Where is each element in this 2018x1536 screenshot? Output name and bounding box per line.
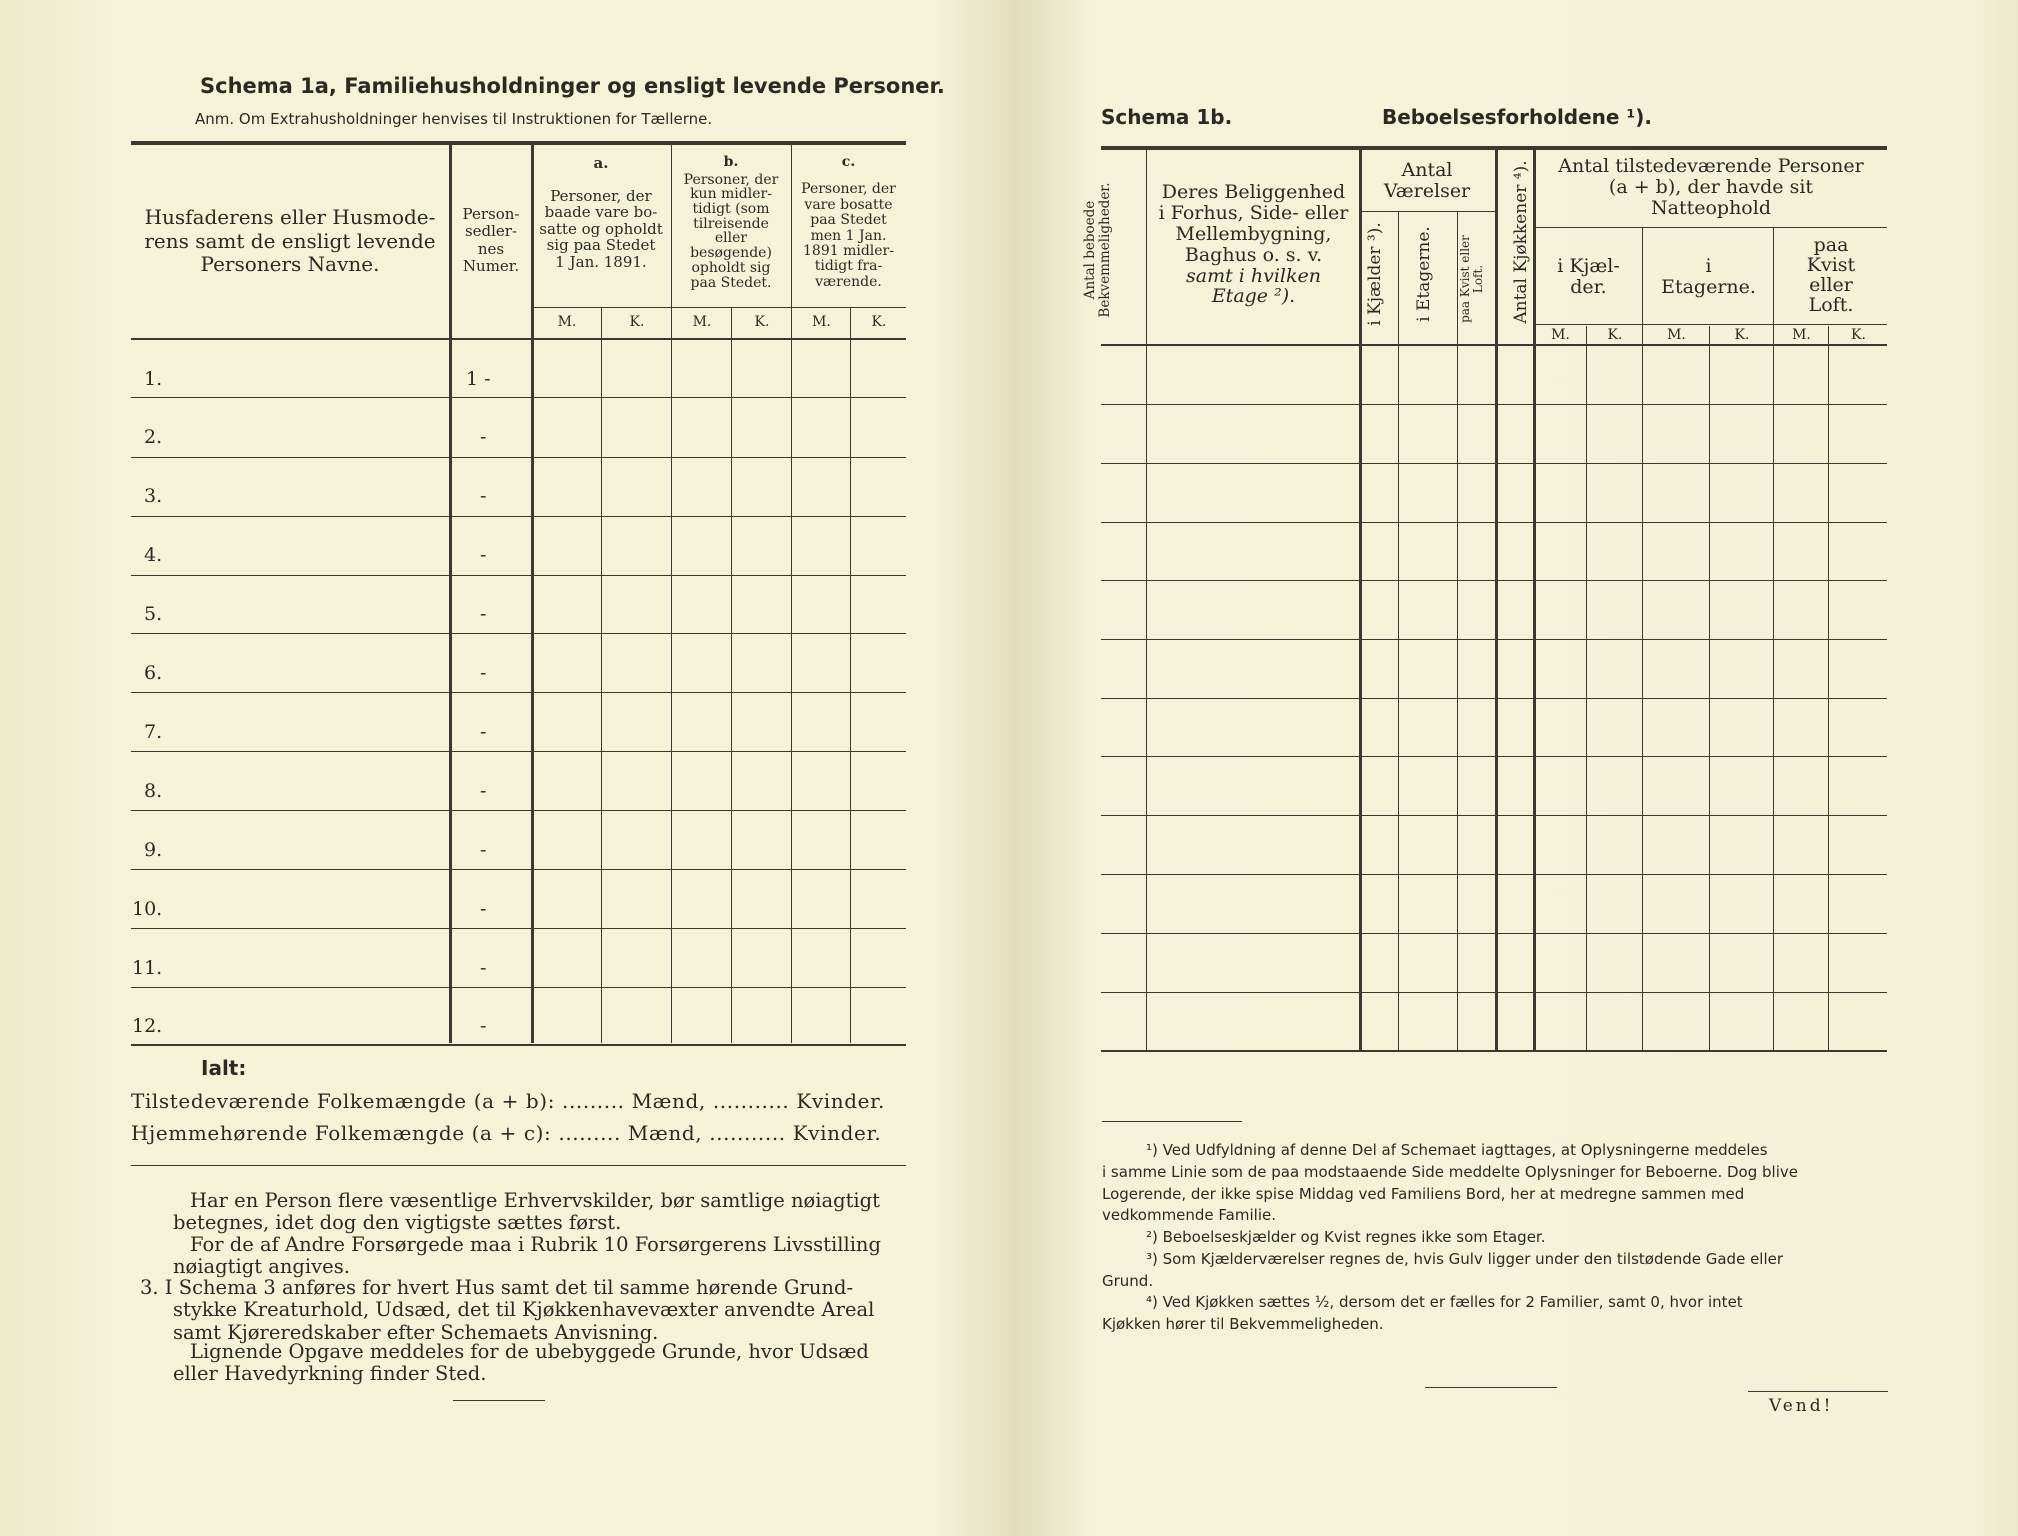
note-forsorgede: For de af Andre Forsørgede maa i Rubrik 10 Forsørgerens Livsstilling nøiagtigt angives. bbox=[173, 1233, 881, 1279]
row-number: 11. bbox=[132, 957, 163, 979]
person-number: - bbox=[480, 485, 487, 507]
person-number: - bbox=[480, 544, 487, 566]
a-k-label: K. bbox=[629, 314, 645, 330]
a-m-label: M. bbox=[557, 314, 577, 330]
person-number: - bbox=[480, 603, 487, 625]
row-number: 3. bbox=[144, 485, 163, 507]
p-kvist-k: K. bbox=[1851, 327, 1866, 343]
table-top-rule bbox=[131, 141, 906, 145]
b-m-label: M. bbox=[692, 314, 712, 330]
person-number: - bbox=[480, 721, 487, 743]
vaerelser-etagerne-header: i Etagerne. bbox=[1414, 226, 1434, 322]
tilstedevaerende-sum: Tilstedeværende Folkemængde (a + b): ......... Mænd, ........... Kvinder. bbox=[131, 1089, 886, 1113]
vaerelser-kvist-header: paa Kvist eller Loft. bbox=[1458, 235, 1486, 323]
row-number: 10. bbox=[132, 898, 163, 920]
row-number: 9. bbox=[144, 839, 163, 861]
vaerelser-kjaelder-header: i Kjælder ³). bbox=[1365, 222, 1385, 326]
person-number: 1 - bbox=[466, 368, 491, 390]
person-number: - bbox=[480, 957, 487, 979]
p-kjaelder-header: i Kjæl- der. bbox=[1557, 255, 1620, 298]
table-top-rule bbox=[1101, 146, 1887, 150]
p-kvist-m: M. bbox=[1792, 327, 1811, 343]
vend-label: Vend! bbox=[1769, 1396, 1834, 1416]
number-column-header: Person- sedler- nes Numer. bbox=[462, 205, 520, 275]
row-number: 7. bbox=[144, 721, 163, 743]
bekvemmeligheder-header: Antal beboede Bekvemmeligheder. bbox=[1082, 182, 1113, 318]
kjokkener-header: Antal Kjøkkener ⁴). bbox=[1511, 160, 1531, 324]
note-ubebyggede: Lignende Opgave meddeles for de ubebyggede Grunde, hvor Udsæd eller Havedyrkning finder Sted. bbox=[173, 1340, 869, 1386]
note-schema-3: 3. I Schema 3 anføres for hvert Hus samt det til samme hørende Grund- stykke Kreaturhold, Udsæd, det til Kjøkkenhavevæxter anvendte Areal samt Kjøreredskaber efter Schemaets Anvisning. bbox=[140, 1276, 875, 1344]
header-bottom-rule bbox=[131, 338, 906, 340]
p-etagerne-header: i Etagerne. bbox=[1661, 255, 1756, 298]
person-number: - bbox=[480, 839, 487, 861]
table-bottom-rule bbox=[131, 1044, 906, 1046]
person-number: - bbox=[480, 1015, 487, 1037]
footnotes: ¹) Ved Udfyldning af denne Del af Schemaet iagttages, at Oplysningerne meddeles i samme Linie som de paa modstaaende Side meddelte Oplysninger for Beboerne. Dog blive Logerende, der ikke spise Middag ved Familiens Bord, her at medregne sammen med vedkommende Familie. ²) Beboelseskjælder og Kvist regnes ikke som Etager. ³) Som Kjælderværelser regnes de, hvis Gulv ligger under den tilstødende Gade eller Grund. ⁴) Ved Kjøkken sættes ½, dersom det er fælles for 2 Familier, samt 0, hvor intet Kjøkken hører til Bekvemmeligheden. bbox=[1102, 1141, 1798, 1333]
row-number: 12. bbox=[132, 1015, 163, 1037]
sum-bottom-rule bbox=[131, 1165, 906, 1166]
person-number: - bbox=[480, 662, 487, 684]
schema-1b-label: Schema 1b. bbox=[1101, 105, 1233, 129]
column-b-header: b. Personer, der kun midler- tidigt (som tilreisende eller besøgende) opholdt sig paa Stedet. bbox=[683, 154, 779, 291]
person-number: - bbox=[480, 898, 487, 920]
anm-note: Anm. Om Extrahusholdninger henvises til Instruktionen for Tællerne. bbox=[195, 110, 713, 128]
person-number: - bbox=[480, 426, 487, 448]
row-number: 8. bbox=[144, 780, 163, 802]
table-bottom-rule bbox=[1101, 1050, 1887, 1052]
p-kjaelder-m: M. bbox=[1551, 327, 1570, 343]
names-column-header: Husfaderens eller Husmode- rens samt de ensligt levende Personers Navne. bbox=[144, 205, 436, 277]
ialt-label: Ialt: bbox=[201, 1056, 247, 1080]
row-number: 5. bbox=[144, 603, 163, 625]
row-number: 2. bbox=[144, 426, 163, 448]
row-number: 6. bbox=[144, 662, 163, 684]
persons-natteophold-header: Antal tilstedeværende Personer (a + b), der havde sit Natteophold bbox=[1558, 155, 1864, 219]
vaerelser-header: Antal Værelser bbox=[1383, 159, 1471, 202]
schema-1a-title: Schema 1a, Familiehusholdninger og ensligt levende Personer. bbox=[200, 74, 945, 98]
note-erhverv: Har en Person flere væsentlige Erhvervskilder, bør samtlige nøiagtigt betegnes, idet dog den vigtigste sættes først. bbox=[173, 1189, 880, 1235]
c-k-label: K. bbox=[871, 314, 887, 330]
beliggenhed-header: Deres Beliggenhed i Forhus, Side- eller Mellembygning, Baghus o. s. v. samt i hvilken Etage ²). bbox=[1158, 181, 1349, 308]
right-page bbox=[1013, 0, 2018, 1536]
column-a-header: a. Personer, der baade vare bo- satte og opholdt sig paa Stedet 1 Jan. 1891. bbox=[539, 154, 663, 271]
p-etagerne-k: K. bbox=[1734, 327, 1750, 343]
c-m-label: M. bbox=[812, 314, 831, 330]
person-number: - bbox=[480, 780, 487, 802]
b-k-label: K. bbox=[754, 314, 770, 330]
header-bottom-rule bbox=[1101, 344, 1887, 346]
schema-1b-title: Beboelsesforholdene ¹). bbox=[1382, 105, 1652, 129]
row-number: 1. bbox=[144, 368, 163, 390]
column-c-header: c. Personer, der vare bosatte paa Stedet men 1 Jan. 1891 midler- tidigt fra- værende. bbox=[801, 154, 896, 290]
row-number: 4. bbox=[144, 544, 163, 566]
hjemmehorende-sum: Hjemmehørende Folkemængde (a + c): ......... Mænd, ........... Kvinder. bbox=[131, 1121, 882, 1145]
p-kvist-header: paa Kvist eller Loft. bbox=[1806, 234, 1856, 316]
p-kjaelder-k: K. bbox=[1607, 327, 1623, 343]
p-etagerne-m: M. bbox=[1667, 327, 1686, 343]
